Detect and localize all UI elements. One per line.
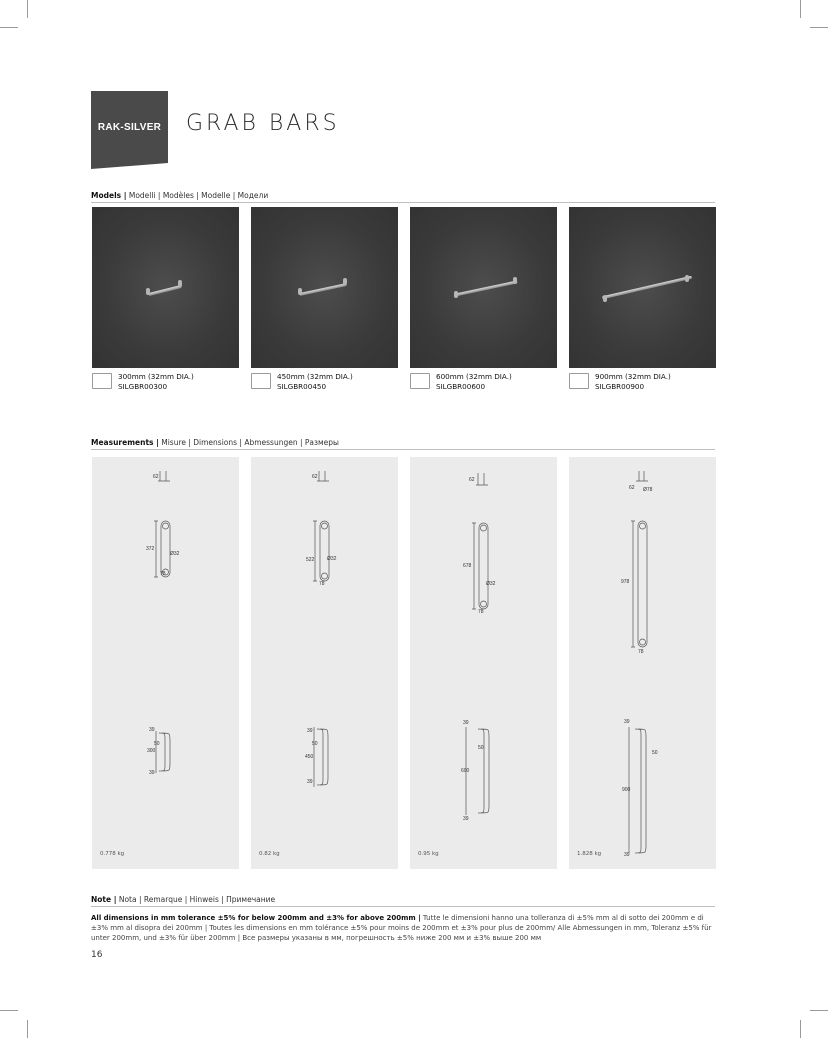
dim-side-top: 39 [463,720,469,726]
product-photo [569,207,716,368]
bar-bracket [178,280,182,287]
grab-bar-image [148,285,182,296]
dim-side-bottom: 39 [624,852,630,858]
models-heading-rest: Modelli | Modèles | Modelle | Модели [126,191,269,200]
model-caption [277,372,353,391]
models-heading [91,191,268,200]
packaging-icon [251,373,271,389]
grab-bar-image [454,280,517,296]
dim-diameter-top: Ø78 [643,487,653,493]
brand-badge-notch [91,163,168,169]
divider [91,449,715,450]
model-code: SILGBR00900 [595,381,645,391]
dim-side-top: 39 [307,728,313,734]
crop-mark [0,27,18,28]
note-heading-rest: Nota | Remarque | Hinweis | Примечание [116,895,276,904]
dimension-drawing [410,457,557,869]
bar-bracket [685,275,689,282]
dim-side-mid: 50 [312,741,318,747]
crop-mark [810,27,828,28]
bar-bracket [603,295,607,302]
model-size: 600mm (32mm DIA.) [436,372,512,381]
dim-diameter: Ø32 [486,581,496,587]
dim-side-bottom: 39 [307,779,313,785]
dim-top: 62 [312,474,318,480]
dim-side-top: 39 [624,719,630,725]
measurement-panel [569,457,716,869]
divider [91,202,715,203]
note-heading-bold: Note | [91,895,117,904]
note-text-bold: All dimensions in mm tolerance ±5% for below 200mm and ±3% for above 200mm | [91,914,421,922]
dimension-drawing [251,457,398,869]
note-text [91,913,715,943]
weight-label: 0.95 kg [418,851,439,857]
brand-label: RAK-SILVER [97,121,162,133]
model-code: SILGBR00300 [118,381,168,391]
crop-mark [27,0,28,18]
model-size: 450mm (32mm DIA.) [277,372,353,381]
dim-height: 522 [306,557,315,563]
measurements-heading [91,438,339,447]
divider [91,906,715,907]
page-title: GRAB BARS [186,111,340,136]
dim-side-top: 39 [149,727,155,733]
note-text-rest: Tutte le dimensioni hanno una tolleranza di ±5% mm al di sotto dei 200mm e di ±3% mm al disopra dei 200mm | Toutes les dimensions en mm tolérance ±5% pour moins de 200mm et ±3% pour plus de 200mm/ Alle Abmessungen in mm, Toleranz ±5% für unter 200mm, und ±3% für über 200mm | Все размеры указаны в мм, погрешность ±5% ниже 200 мм и ±3% выше 200 мм [91,914,712,942]
dim-top: 62 [629,485,635,491]
dim-top: 62 [469,477,475,483]
measurements-heading-rest: Misure | Dimensions | Abmessungen | Размеры [158,438,339,447]
dim-height: 372 [146,546,155,552]
dim-height: 678 [463,563,472,569]
dim-side-mid: 50 [652,750,658,756]
bar-bracket [146,288,150,295]
dim-depth: 78 [319,581,325,587]
weight-label: 0.778 kg [100,851,125,857]
weight-label: 1.828 kg [577,851,602,857]
bar-bracket [298,288,302,295]
product-photo [92,207,239,368]
model-size: 900mm (32mm DIA.) [595,372,671,381]
measurement-panel [410,457,557,869]
dim-diameter: Ø32 [327,556,337,562]
crop-mark [800,1020,801,1038]
note-heading [91,895,275,904]
model-caption [118,372,194,391]
model-caption [436,372,512,391]
weight-label: 0.82 kg [259,851,280,857]
crop-mark [0,1010,18,1011]
dim-side-bottom: 39 [149,770,155,776]
dim-side-length: 450 [305,754,314,760]
bar-bracket [454,291,458,298]
model-code: SILGBR00450 [277,381,327,391]
dim-side-mid: 50 [478,745,484,751]
grab-bar-image [299,283,347,296]
dim-side-length: 600 [461,768,470,774]
measurement-panel [251,457,398,869]
measurement-panel [92,457,239,869]
grab-bar-image [602,276,692,300]
model-size: 300mm (32mm DIA.) [118,372,194,381]
dim-depth: 78 [478,609,484,615]
crop-mark [800,0,801,18]
models-heading-bold: Models | [91,191,127,200]
dim-diameter: Ø32 [170,551,180,557]
dim-side-length: 900 [622,787,631,793]
packaging-icon [410,373,430,389]
measurements-heading-bold: Measurements | [91,438,159,447]
dimension-drawing [569,457,716,869]
dim-side-bottom: 39 [463,816,469,822]
dim-depth: 78 [638,649,644,655]
dim-height: 978 [621,579,630,585]
crop-mark [27,1020,28,1038]
packaging-icon [92,373,112,389]
crop-mark [810,1010,828,1011]
page-number: 16 [91,950,103,960]
product-photo [251,207,398,368]
dim-depth: 78 [160,571,166,577]
dim-side-mid: 50 [154,741,160,747]
dim-top: 62 [153,474,159,480]
dim-side-length: 300 [147,748,156,754]
packaging-icon [569,373,589,389]
dimension-drawing [92,457,239,869]
brand-badge [91,91,168,163]
model-caption [595,372,671,391]
product-photo [410,207,557,368]
bar-bracket [513,277,517,284]
model-code: SILGBR00600 [436,381,486,391]
bar-bracket [343,278,347,285]
